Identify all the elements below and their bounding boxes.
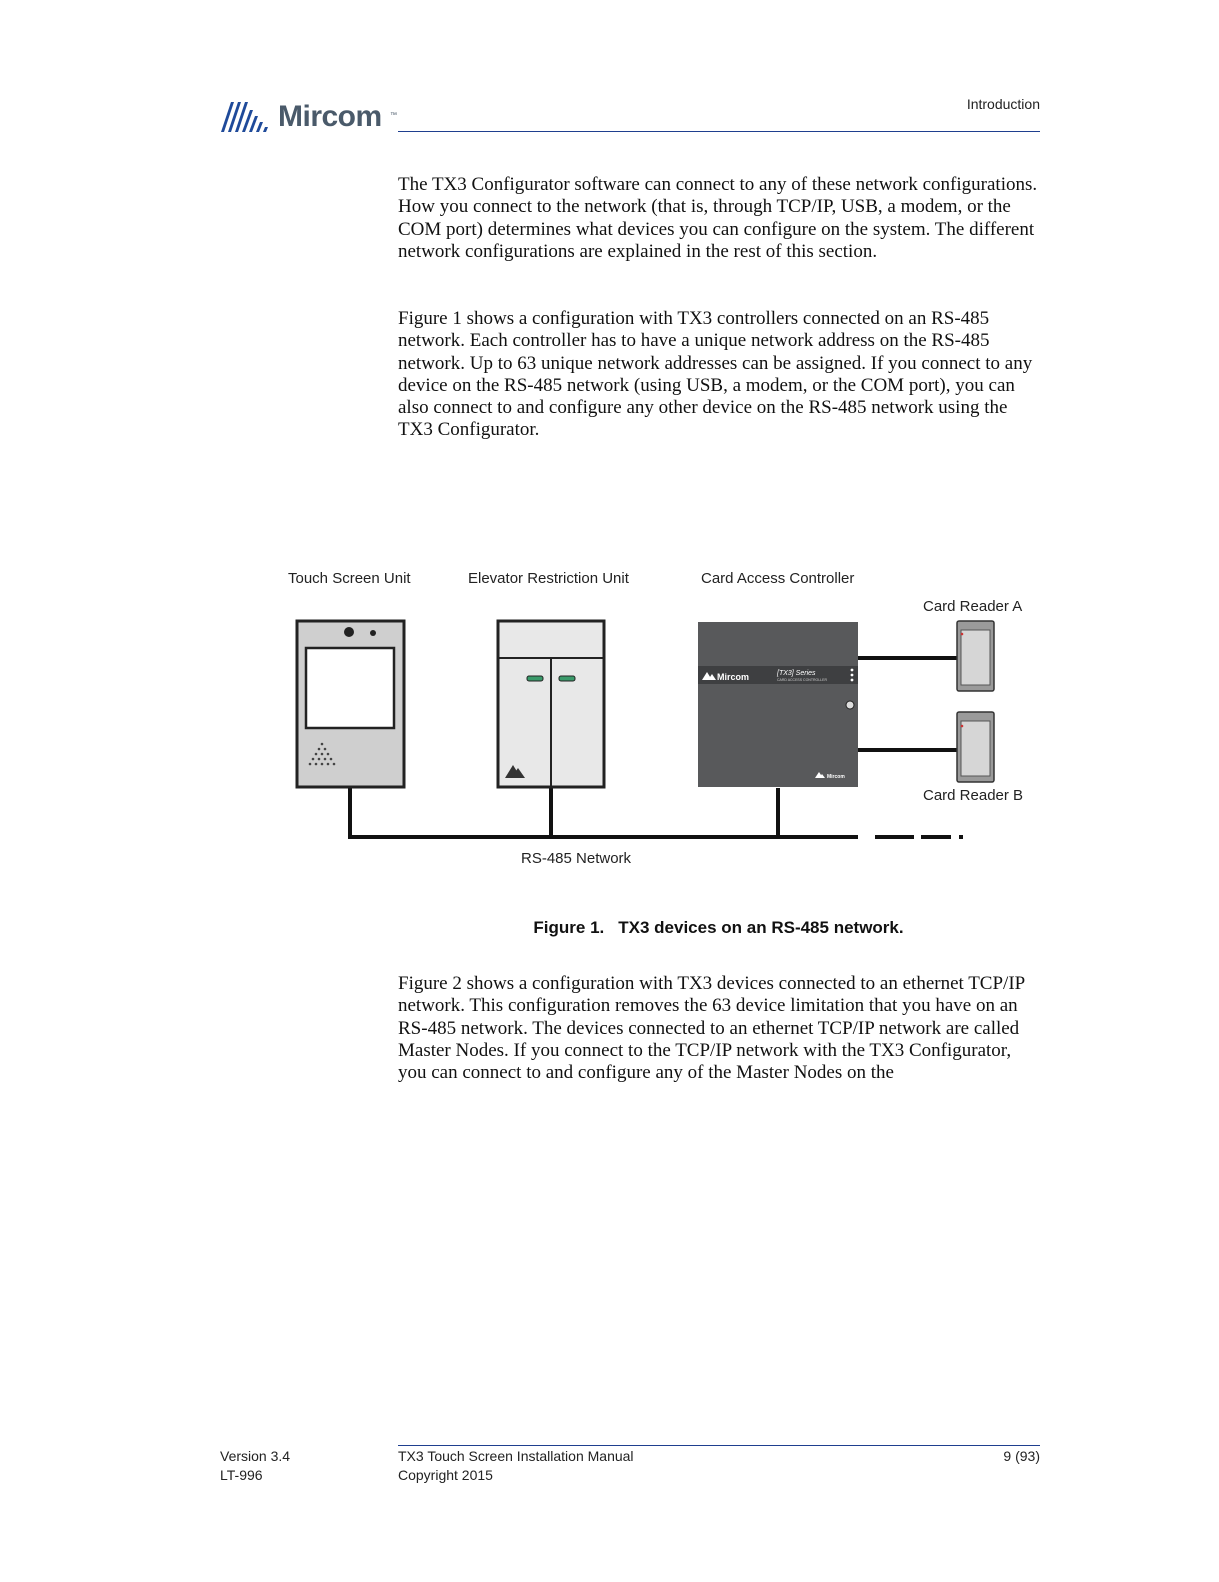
paragraph-intro: The TX3 Configurator software can connect to any of these network configurations. How you connect to the network (that is, through TCP/IP, USB, a modem, or the COM port) determines what devices you can configure on the system. The different network configurations are explained in the rest of this section.: [398, 174, 1038, 262]
footer-doc-code: LT-996: [220, 1467, 263, 1483]
card-reader-b: [957, 712, 994, 782]
footer-copyright: Copyright 2015: [398, 1467, 493, 1483]
card-access-label: Card Access Controller: [701, 570, 855, 587]
rs485-bus-line: [348, 788, 963, 838]
card-reader-a: [957, 621, 994, 691]
brand-trademark: ™: [390, 112, 397, 119]
network-label: RS-485 Network: [521, 850, 632, 867]
panel-subtitle: CARD ACCESS CONTROLLER: [777, 678, 827, 682]
touch-screen-label: Touch Screen Unit: [288, 570, 411, 587]
figure-caption-text: TX3 devices on an RS-485 network.: [618, 918, 904, 937]
mircom-logo-icon: [219, 98, 279, 134]
panel-series: [TX3] Series: [777, 670, 816, 677]
section-title: Introduction: [966, 96, 1040, 112]
figure-caption: [0, 918, 1219, 938]
elevator-restriction-unit: [498, 621, 604, 787]
panel-brand: Mircom: [717, 672, 750, 682]
paragraph-figure1: Figure 1 shows a configuration with TX3 controllers connected on an RS-485 network. Each controller has to have a unique network address on the RS-485 network. Up to 63 unique network addresses can be assigned. If you connect to any device on the RS-485 network (using USB, a modem, or the COM port), you can also connect to and configure any other device on the RS-485 network using the TX3 Configurator.: [398, 308, 1033, 441]
footer-page-number: 9 (93): [1003, 1448, 1040, 1464]
panel-footer-brand: Mircom: [827, 774, 845, 780]
card-reader-b-label: Card Reader B: [923, 787, 1024, 804]
key-lock-icon: [846, 701, 854, 709]
elevator-label: Elevator Restriction Unit: [468, 570, 629, 587]
rs485-network-diagram: [270, 560, 1050, 880]
touch-screen-unit: [297, 621, 404, 787]
card-access-controller: [698, 622, 858, 787]
card-reader-a-label: Card Reader A: [923, 598, 1023, 615]
header-rule: [398, 131, 1040, 132]
footer-left: [220, 1447, 290, 1485]
figure-number: Figure 1.: [533, 918, 605, 937]
reader-wires: [858, 658, 958, 750]
brand-name: Mircom: [278, 100, 382, 133]
footer-rule: [398, 1445, 1040, 1446]
footer-manual-title: TX3 Touch Screen Installation Manual: [398, 1448, 634, 1464]
footer-version: Version 3.4: [220, 1448, 291, 1464]
paragraph-figure2: Figure 2 shows a configuration with TX3 devices connected to an ethernet TCP/IP network. This configuration removes the 63 device limitation that you have on an RS-485 network. The devices connected to an ethernet TCP/IP network are called Master Nodes. If you connect to the TCP/IP network with the TX3 Configurator, you can connect to and configure any of the Master Nodes on the: [398, 973, 1025, 1084]
footer-middle: [398, 1447, 634, 1485]
